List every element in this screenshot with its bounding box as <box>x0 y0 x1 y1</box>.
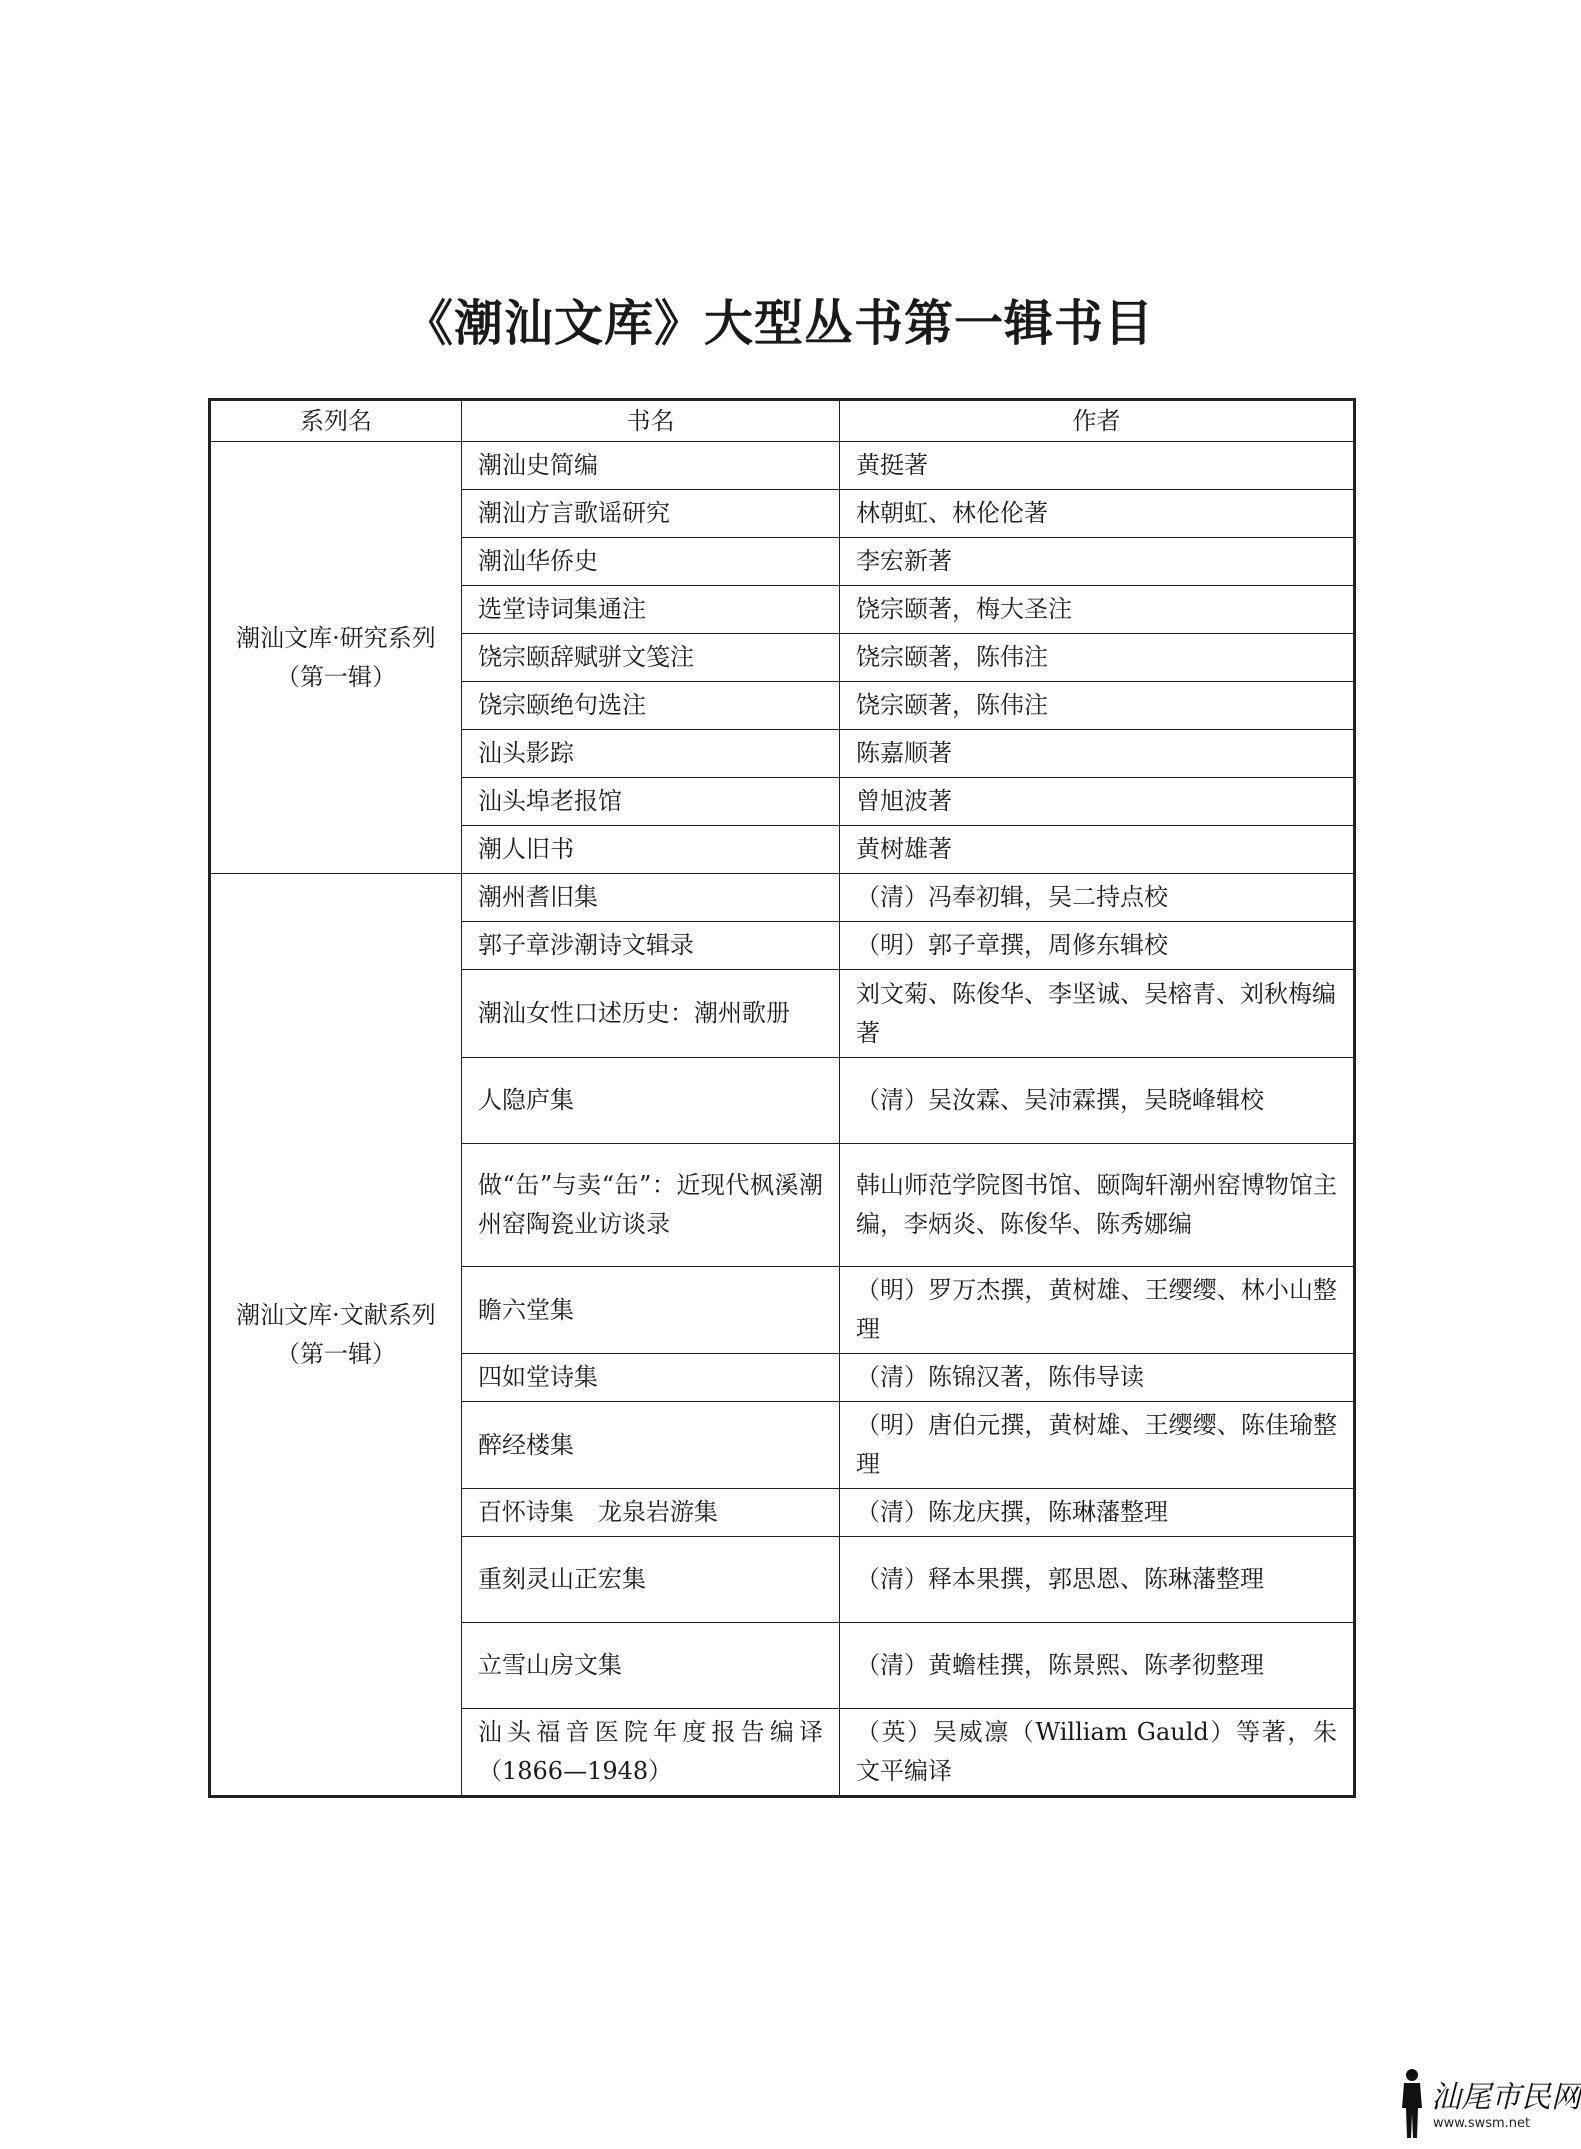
header-row <box>210 400 1355 442</box>
book-title: 瞻六堂集 <box>462 1267 840 1354</box>
watermark-brand: 汕尾市民网 <box>1431 2080 1581 2115</box>
book-title: 汕头影踪 <box>462 730 840 778</box>
book-title: 汕头埠老报馆 <box>462 778 840 826</box>
book-title: 潮汕史简编 <box>462 442 840 490</box>
book-title: 饶宗颐绝句选注 <box>462 682 840 730</box>
book-author: （清）释本果撰，郭思恩、陈琳藩整理 <box>840 1537 1355 1623</box>
watermark-url: www.swsm.net <box>1433 2116 1531 2131</box>
book-title: 醉经楼集 <box>462 1402 840 1489</box>
series-name: 潮汕文库·研究系列 <box>236 623 436 652</box>
book-author: 黄挺著 <box>840 442 1355 490</box>
book-author: 韩山师范学院图书馆、颐陶轩潮州窑博物馆主编，李炳炎、陈俊华、陈秀娜编 <box>840 1144 1355 1267</box>
book-title: 人隐庐集 <box>462 1058 840 1144</box>
book-author: （清）冯奉初辑，吴二持点校 <box>840 874 1355 922</box>
book-title: 潮汕华侨史 <box>462 538 840 586</box>
table-row <box>210 442 1355 490</box>
table-header <box>210 400 1355 442</box>
book-title: 潮州耆旧集 <box>462 874 840 922</box>
book-author: （英）吴威凛（William Gauld）等著，朱文平编译 <box>840 1709 1355 1797</box>
book-catalog-table <box>208 398 1356 1798</box>
book-author: 黄树雄著 <box>840 826 1355 874</box>
header-book: 书名 <box>462 400 840 442</box>
book-author: （清）吴汝霖、吴沛霖撰，吴晓峰辑校 <box>840 1058 1355 1144</box>
page-title: 《潮汕文库》大型丛书第一辑书目 <box>403 294 1154 352</box>
book-title: 郭子章涉潮诗文辑录 <box>462 922 840 970</box>
book-author: （清）黄蟾桂撰，陈景熙、陈孝彻整理 <box>840 1623 1355 1709</box>
book-title: 四如堂诗集 <box>462 1354 840 1402</box>
book-title: 选堂诗词集通注 <box>462 586 840 634</box>
book-author: （清）陈龙庆撰，陈琳藩整理 <box>840 1489 1355 1537</box>
book-author: 林朝虹、林伦伦著 <box>840 490 1355 538</box>
book-title: 潮人旧书 <box>462 826 840 874</box>
book-title: 做“缶”与卖“缶”：近现代枫溪潮州窑陶瓷业访谈录 <box>462 1144 840 1267</box>
book-title: 重刻灵山正宏集 <box>462 1537 840 1623</box>
book-title: 汕头福音医院年度报告编译（1866—1948） <box>462 1709 840 1797</box>
table-body <box>210 442 1355 1797</box>
book-author: 饶宗颐著，陈伟注 <box>840 682 1355 730</box>
book-title: 饶宗颐辞赋骈文笺注 <box>462 634 840 682</box>
series-cell-research <box>210 442 462 874</box>
site-watermark <box>1395 2066 1581 2144</box>
book-author: 陈嘉顺著 <box>840 730 1355 778</box>
header-author: 作者 <box>840 400 1355 442</box>
table-row <box>210 874 1355 922</box>
book-author: （明）罗万杰撰，黄树雄、王缨缨、林小山整理 <box>840 1267 1355 1354</box>
book-author: 刘文菊、陈俊华、李坚诚、吴榕青、刘秋梅编著 <box>840 970 1355 1058</box>
book-author: 饶宗颐著，陈伟注 <box>840 634 1355 682</box>
book-author: （明）唐伯元撰，黄树雄、王缨缨、陈佳瑜整理 <box>840 1402 1355 1489</box>
book-title: 百怀诗集 龙泉岩游集 <box>462 1489 840 1537</box>
series-volume: （第一辑） <box>276 662 396 691</box>
book-title: 立雪山房文集 <box>462 1623 840 1709</box>
book-author: 曾旭波著 <box>840 778 1355 826</box>
series-cell-documents <box>210 874 462 1797</box>
book-author: 饶宗颐著，梅大圣注 <box>840 586 1355 634</box>
series-name: 潮汕文库·文献系列 <box>236 1300 436 1329</box>
book-author: （明）郭子章撰，周修东辑校 <box>840 922 1355 970</box>
person-silhouette-icon <box>1395 2066 1429 2140</box>
book-author: （清）陈锦汉著，陈伟导读 <box>840 1354 1355 1402</box>
book-title: 潮汕方言歌谣研究 <box>462 490 840 538</box>
series-volume: （第一辑） <box>276 1339 396 1368</box>
book-title: 潮汕女性口述历史：潮州歌册 <box>462 970 840 1058</box>
book-author: 李宏新著 <box>840 538 1355 586</box>
header-series: 系列名 <box>210 400 462 442</box>
